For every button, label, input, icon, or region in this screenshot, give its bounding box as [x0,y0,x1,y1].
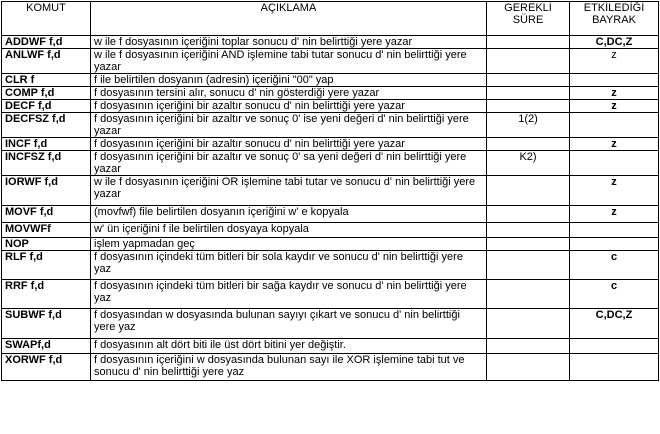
table-row [2,206,659,223]
command-cell: NOP [2,238,91,251]
table-row [2,151,659,176]
description-cell: f dosyasının içindeki tüm bitleri bir sola kaydır ve sonucu d' nin belirttiği yere yaz [91,251,487,280]
time-cell [487,251,570,280]
flag-cell [570,354,659,381]
description-cell: işlem yapmadan geç [91,238,487,251]
description-cell: (movfwf) file belirtilen dosyanın içeriğini w' e kopyala [91,206,487,223]
flag-cell: z [570,206,659,223]
time-cell [487,206,570,223]
time-cell [487,354,570,381]
command-cell: DECF f,d [2,100,91,113]
command-cell: IORWF f,d [2,176,91,206]
table-row [2,339,659,354]
time-cell [487,238,570,251]
command-cell: MOVF f,d [2,206,91,223]
description-cell: w ile f dosyasının içeriğini toplar sonucu d' nin belirttiği yere yazar [91,36,487,49]
description-cell: f dosyasının içindeki tüm bitleri bir sağa kaydır ve sonucu d' nin belirttiği yere yaz [91,280,487,309]
flag-cell [570,339,659,354]
time-cell [487,74,570,87]
time-cell [487,36,570,49]
description-cell: f ile belirtilen dosyanın (adresin) içeriğini "00" yap [91,74,487,87]
command-cell: XORWF f,d [2,354,91,381]
time-cell [487,176,570,206]
description-cell: f dosyasının içeriğini bir azaltır sonucu d' nin belirttiği yere yazar [91,138,487,151]
description-cell: f dosyasının içeriğini w dosyasında bulunan sayı ile XOR işlemine tabi tut ve sonucu d' nin belirttiği yere yaz [91,354,487,381]
table-row [2,223,659,238]
time-cell [487,100,570,113]
time-cell: 1(2) [487,113,570,138]
table-row [2,238,659,251]
table-row [2,176,659,206]
table-row [2,87,659,100]
command-cell: INCF f,d [2,138,91,151]
flag-cell: z [570,176,659,206]
description-cell: w' ün içeriğini f ile belirtilen dosyaya kopyala [91,223,487,238]
table-row [2,49,659,74]
time-cell [487,87,570,100]
description-cell: f dosyasından w dosyasında bulunan sayıyı çıkart ve sonucu d' nin belirttiği yere yaz [91,309,487,339]
command-cell: ADDWF f,d [2,36,91,49]
header-flag-line2: BAYRAK [592,14,636,26]
flag-cell: c [570,251,659,280]
header-time-line1: GEREKLİ [504,2,552,14]
table-row [2,113,659,138]
flag-cell [570,113,659,138]
command-cell: COMP f,d [2,87,91,100]
description-cell: f dosyasının içeriğini bir azaltır ve sonuç 0' sa yeni değeri d' nin belirttiği yere yazar [91,151,487,176]
command-cell: DECFSZ f,d [2,113,91,138]
command-cell: RLF f,d [2,251,91,280]
table-row [2,309,659,339]
description-cell: w ile f dosyasının içeriğini OR işlemine tabi tutar ve sonucu d' nin belirttiği yere yazar [91,176,487,206]
time-cell [487,138,570,151]
table-row [2,36,659,49]
flag-cell [570,151,659,176]
table-row [2,100,659,113]
flag-cell: c [570,280,659,309]
time-cell [487,339,570,354]
table-row [2,138,659,151]
header-flag-line1: ETKİLEDİĞİ [583,2,645,14]
header-flag [570,2,659,36]
time-cell [487,309,570,339]
flag-cell: C,DC,Z [570,309,659,339]
time-cell [487,49,570,74]
description-cell: f dosyasının içeriğini bir azaltır sonucu d' nin belirttiği yere yazar [91,100,487,113]
command-cell: MOVWFf [2,223,91,238]
command-cell: ANLWF f,d [2,49,91,74]
flag-cell: z [570,49,659,74]
flag-cell [570,74,659,87]
time-cell: K2) [487,151,570,176]
command-cell: RRF f,d [2,280,91,309]
table-row [2,251,659,280]
description-cell: f dosyasının alt dört biti ile üst dört bitini yer değiştir. [91,339,487,354]
header-time-line2: SÜRE [512,14,544,26]
header-description: AÇIKLAMA [91,2,487,36]
time-cell [487,223,570,238]
command-cell: SWAPf,d [2,339,91,354]
flag-cell [570,238,659,251]
command-cell: INCFSZ f,d [2,151,91,176]
flag-cell: z [570,100,659,113]
header-command: KOMUT [2,2,91,36]
header-row [2,2,659,36]
description-cell: w ile f dosyasının içeriğini AND işlemine tabi tutar sonucu d' nin belirttiği yere yazar [91,49,487,74]
flag-cell: z [570,87,659,100]
flag-cell [570,223,659,238]
header-time [487,2,570,36]
command-cell: CLR f [2,74,91,87]
table-row [2,280,659,309]
table-row [2,74,659,87]
time-cell [487,280,570,309]
description-cell: f dosyasının tersini alır, sonucu d' nin gösterdiği yere yazar [91,87,487,100]
command-cell: SUBWF f,d [2,309,91,339]
instruction-table [1,1,659,381]
flag-cell: C,DC,Z [570,36,659,49]
flag-cell: z [570,138,659,151]
table-row [2,354,659,381]
description-cell: f dosyasının içeriğini bir azaltır ve sonuç 0' ise yeni değeri d' nin belirttiği yere yazar [91,113,487,138]
